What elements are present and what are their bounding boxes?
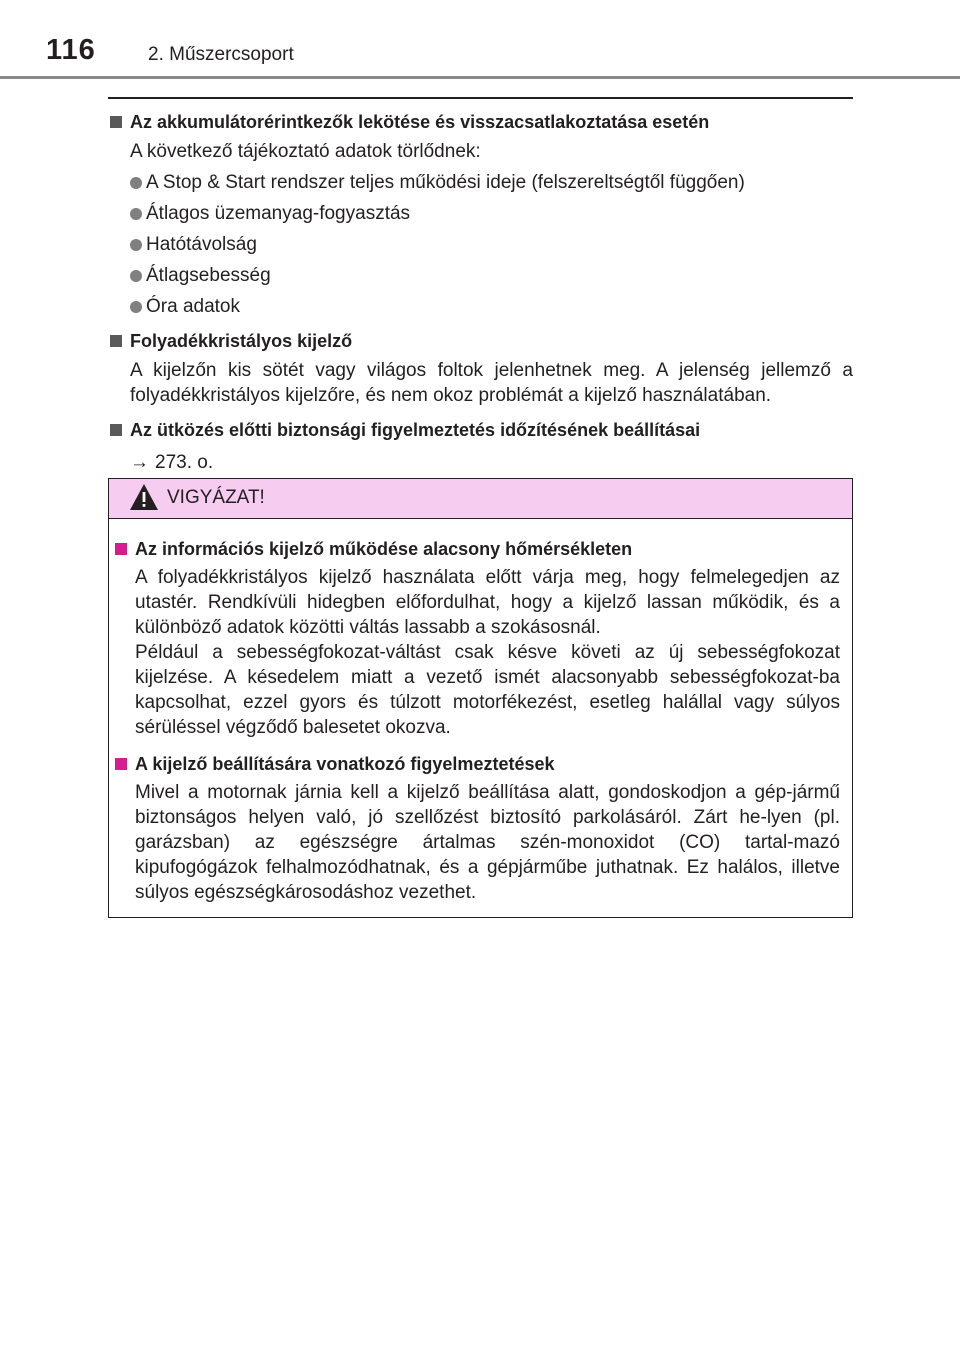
reference-text[interactable]: 273. o. [155, 452, 214, 473]
section-heading-battery [108, 108, 853, 136]
list-item: A Stop & Start rendszer teljes működési ideje (felszereltségtől függően) [108, 170, 853, 195]
section-heading-precollision [108, 416, 853, 444]
page-header [0, 0, 960, 78]
square-bullet-icon [110, 116, 122, 128]
caution-item-heading: Az információs kijelző működése alacsony hőmérsékleten [109, 535, 844, 563]
circle-bullet-icon [130, 208, 142, 220]
section-rule [108, 97, 853, 99]
caution-item-text: A folyadékkristályos kijelző használata előtt várja meg, hogy felmelegedjen az utastér. Rendkívüli hidegben előfordulhat, hogy a kijelző lassan működik, és a különböző adatok közötti váltás lassabb a szokásosnál. [135, 567, 840, 638]
chapter-title: 2. Műszercsoport [148, 44, 294, 65]
heading-text: Az ütközés előtti biztonsági figyelmeztetés időzítésének beállításai [130, 420, 701, 440]
caution-body [109, 535, 844, 905]
header-rule [0, 76, 960, 79]
battery-intro: A következő tájékoztató adatok törlődnek: [130, 141, 481, 162]
section-heading-lcd [108, 327, 853, 355]
circle-bullet-icon [130, 239, 142, 251]
square-bullet-icon [115, 543, 127, 555]
square-bullet-icon [110, 335, 122, 347]
warning-triangle-icon [129, 483, 159, 511]
square-bullet-icon [115, 758, 127, 770]
caution-item-heading: A kijelző beállítására vonatkozó figyelmeztetések [109, 750, 844, 778]
caution-box [108, 478, 853, 918]
circle-bullet-icon [130, 270, 142, 282]
arrow-right-icon: → [130, 452, 149, 473]
main-content [108, 106, 853, 475]
caution-item-text: Például a sebességfokozat-váltást csak késve követi az új sebességfokozat kijelzése. A késedelem miatt a vezető ismét alacsonyabb sebességfokozat-ba kapcsolhat, ezzel gyors és túlzott motorfékezést, esetleg halállal vagy súlyos sérüléssel végződő balesetet okozva. [135, 642, 840, 738]
heading-text: Folyadékkristályos kijelző [130, 331, 353, 351]
page-number: 116 [46, 34, 96, 66]
caution-item-text: Mivel a motornak járnia kell a kijelző beállítása alatt, gondoskodjon a gép-jármű biztonságos helyen való, jó szellőzést biztosító parkolásáról. Zárt he-lyen (pl. garázsban) az egészségre ártalmas szén-monoxidot (CO) tartal-mazó kipufogógázok felhalmozódhatnak, és a gépjárműbe juthatnak. Ez halálos, illetve súlyos egészségkárosodáshoz vezethet. [135, 782, 840, 903]
list-item: Átlagos üzemanyag-fogyasztás [108, 201, 853, 226]
heading-text: Az akkumulátorérintkezők lekötése és visszacsatlakoztatása esetén [130, 112, 710, 132]
page-reference[interactable] [108, 450, 853, 475]
caution-title: VIGYÁZAT! [167, 487, 265, 508]
circle-bullet-icon [130, 177, 142, 189]
lcd-text: A kijelzőn kis sötét vagy világos foltok jelenhetnek meg. A jelenség jellemző a folyadékkristályos kijelzőre, és nem okoz problémát a kijelző használatában. [130, 360, 853, 406]
list-item: Óra adatok [108, 294, 853, 319]
circle-bullet-icon [130, 301, 142, 313]
square-bullet-icon [110, 424, 122, 436]
caution-header [109, 479, 852, 519]
list-item: Hatótávolság [108, 232, 853, 257]
list-item: Átlagsebesség [108, 263, 853, 288]
